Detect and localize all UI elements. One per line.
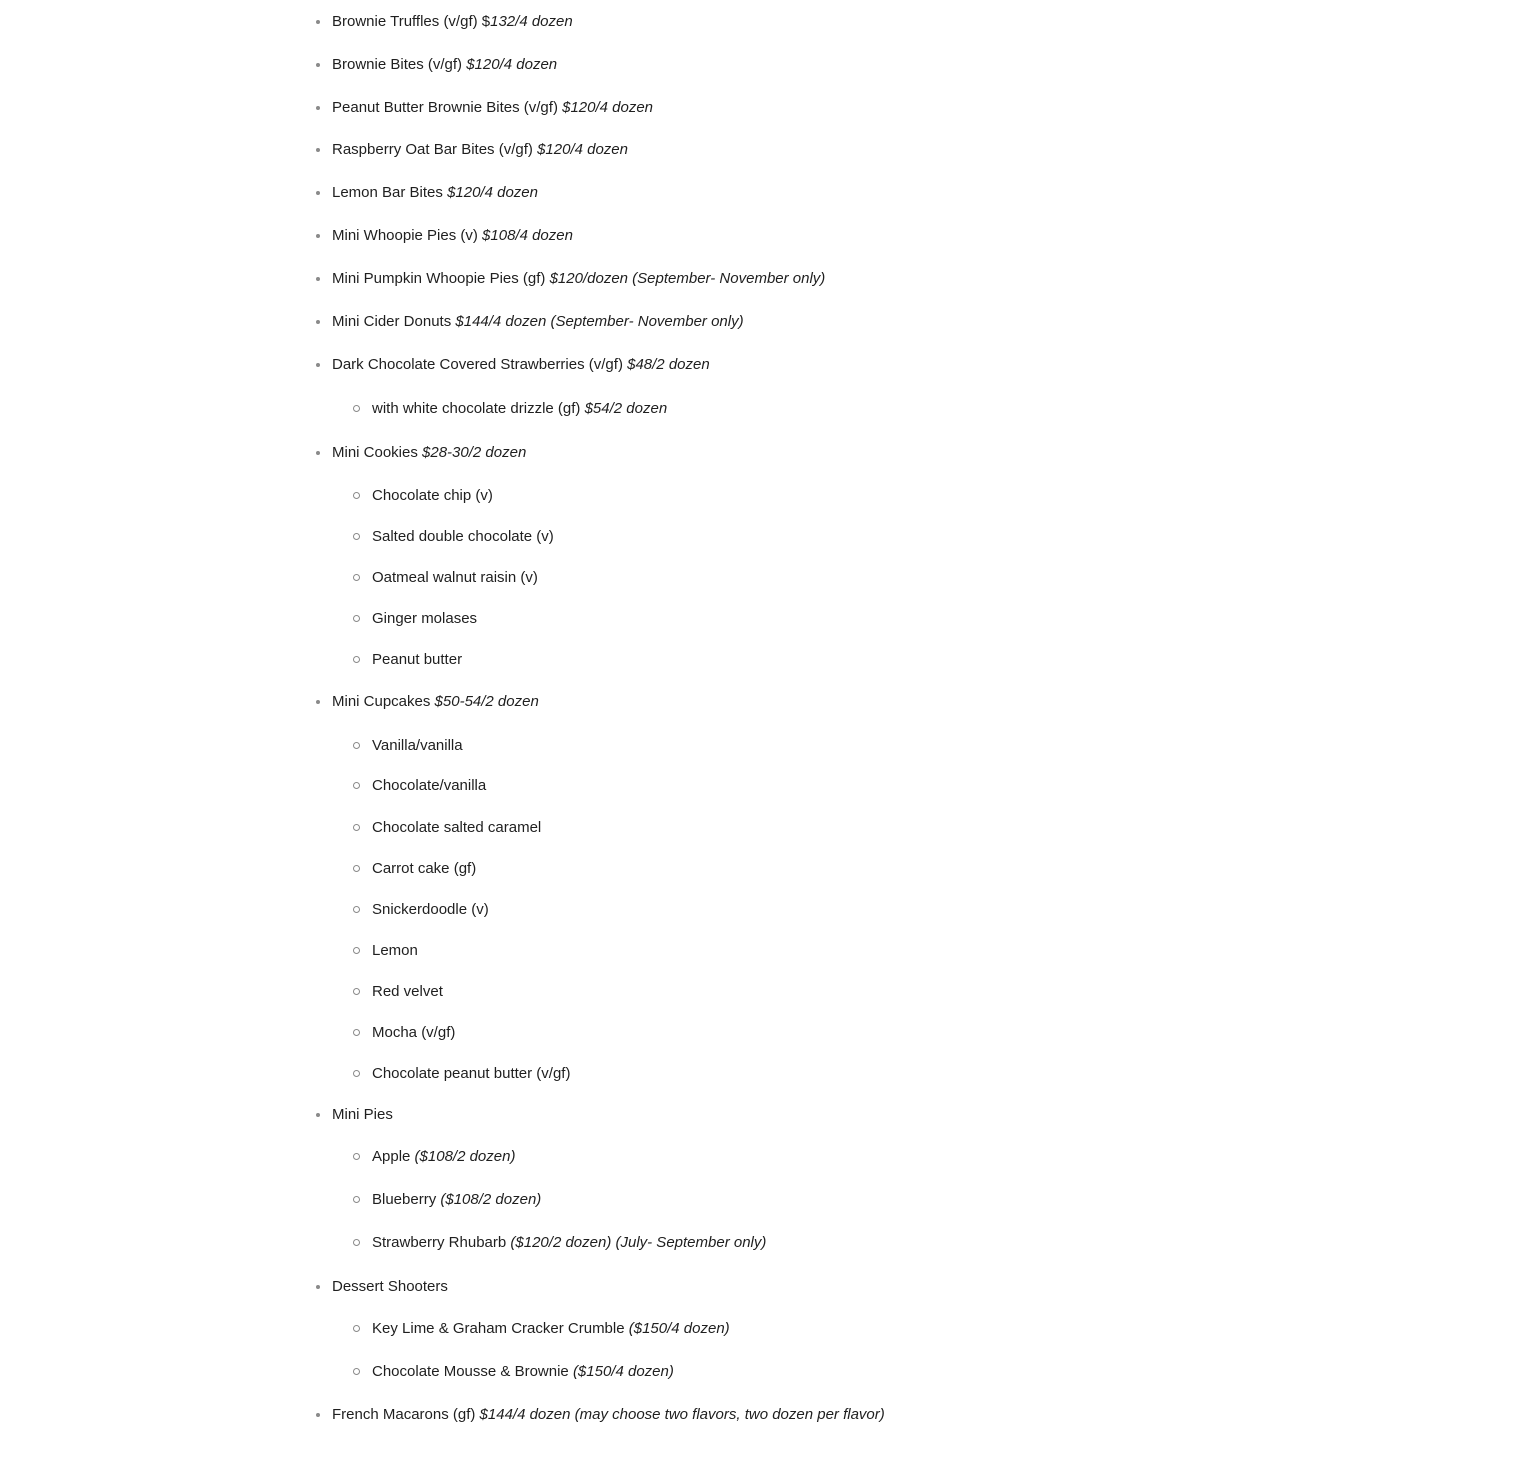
item-name: Chocolate Mousse & Brownie <box>372 1363 573 1380</box>
item-name: Mini Cider Donuts <box>332 313 456 330</box>
item-name: Carrot cake (gf) <box>372 860 477 877</box>
bullet-dot-icon <box>316 20 320 24</box>
item-price: ($150/4 dozen) <box>572 1363 674 1380</box>
item-name: Lemon Bar Bites <box>332 184 448 201</box>
item-name: French Macarons (gf) <box>332 1406 480 1423</box>
item-name: Raspberry Oat Bar Bites (v/gf) <box>332 141 538 158</box>
item-name: with white chocolate drizzle (gf) <box>372 400 585 417</box>
bullet-circle-icon <box>353 865 360 872</box>
bullet-dot-icon <box>316 451 320 455</box>
item-name: Brownie Bites (v/gf) <box>332 56 467 73</box>
item-price: $144/4 dozen (may choose two flavors, two dozen per flavor) <box>479 1406 885 1423</box>
item-price: $108/4 dozen <box>482 227 573 244</box>
bullet-circle-icon <box>353 782 360 789</box>
item-price: $144/4 dozen (September- November only) <box>455 313 744 330</box>
bullet-circle-icon <box>353 1029 360 1036</box>
item-name: Snickerdoodle (v) <box>372 901 489 918</box>
bullet-dot-icon <box>316 106 320 110</box>
bullet-circle-icon <box>353 906 360 913</box>
item-name: Chocolate chip (v) <box>372 487 493 504</box>
bullet-dot-icon <box>316 63 320 67</box>
bullet-circle-icon <box>353 574 360 581</box>
item-name: Apple <box>372 1148 415 1165</box>
item-name: Chocolate salted caramel <box>372 819 542 836</box>
item-price: $54/2 dozen <box>584 400 668 417</box>
item-price: $120/4 dozen <box>537 141 628 158</box>
item-name: Mini Whoopie Pies (v) <box>332 227 483 244</box>
bullet-circle-icon <box>353 1239 360 1246</box>
bullet-dot-icon <box>316 320 320 324</box>
item-name: Mini Cupcakes <box>332 693 435 710</box>
bullet-dot-icon <box>316 191 320 195</box>
bullet-circle-icon <box>353 1153 360 1160</box>
item-price: ($150/4 dozen) <box>628 1320 730 1337</box>
item-name: Blueberry <box>372 1191 441 1208</box>
bullet-circle-icon <box>353 1368 360 1375</box>
item-name: Brownie Truffles (v/gf) $ <box>332 13 491 30</box>
item-name: Chocolate/vanilla <box>372 777 487 794</box>
item-name: Chocolate peanut butter (v/gf) <box>372 1065 571 1082</box>
bullet-dot-icon <box>316 234 320 238</box>
item-name: Dark Chocolate Covered Strawberries (v/gf) <box>332 356 628 373</box>
bullet-circle-icon <box>353 1196 360 1203</box>
item-name: Key Lime & Graham Cracker Crumble <box>372 1320 629 1337</box>
bullet-dot-icon <box>316 277 320 281</box>
bullet-circle-icon <box>353 492 360 499</box>
bullet-dot-icon <box>316 1413 320 1417</box>
item-name: Oatmeal walnut raisin (v) <box>372 569 538 586</box>
bullet-dot-icon <box>316 148 320 152</box>
item-price: ($108/2 dozen) <box>414 1148 516 1165</box>
item-price: $120/4 dozen <box>447 184 538 201</box>
bullet-circle-icon <box>353 405 360 412</box>
bullet-dot-icon <box>316 1285 320 1289</box>
item-name: Red velvet <box>372 983 443 1000</box>
item-price: $50-54/2 dozen <box>434 693 539 710</box>
item-name: Mini Cookies <box>332 444 423 461</box>
item-price: ($108/2 dozen) <box>440 1191 542 1208</box>
bullet-circle-icon <box>353 988 360 995</box>
item-price: $120/4 dozen <box>562 99 654 116</box>
bullet-circle-icon <box>353 656 360 663</box>
item-price: $28-30/2 dozen <box>422 444 527 461</box>
item-name: Ginger molases <box>372 610 478 627</box>
item-price: 132/4 dozen <box>490 13 573 30</box>
bullet-dot-icon <box>316 363 320 367</box>
bullet-dot-icon <box>316 1113 320 1117</box>
bullet-circle-icon <box>353 1325 360 1332</box>
item-name: Strawberry Rhubarb <box>372 1234 511 1251</box>
item-name: Peanut Butter Brownie Bites (v/gf) <box>332 99 563 116</box>
item-price: $48/2 dozen <box>627 356 710 373</box>
item-price: $120/4 dozen <box>466 56 558 73</box>
item-name: Vanilla/vanilla <box>372 737 463 754</box>
item-name: Dessert Shooters <box>332 1278 448 1295</box>
item-name: Mini Pies <box>332 1106 393 1123</box>
item-price: ($120/2 dozen) (July- September only) <box>510 1234 767 1251</box>
bullet-dot-icon <box>316 700 320 704</box>
item-name: Mini Pumpkin Whoopie Pies (gf) <box>332 270 550 287</box>
item-name: Peanut butter <box>372 651 463 668</box>
bullet-circle-icon <box>353 615 360 622</box>
bullet-circle-icon <box>353 947 360 954</box>
bullet-circle-icon <box>353 824 360 831</box>
bullet-circle-icon <box>353 1070 360 1077</box>
item-price: $120/dozen (September- November only) <box>549 270 826 287</box>
bullet-circle-icon <box>353 742 360 749</box>
item-name: Salted double chocolate (v) <box>372 528 554 545</box>
item-name: Lemon <box>372 942 418 959</box>
bullet-circle-icon <box>353 533 360 540</box>
item-name: Mocha (v/gf) <box>372 1024 456 1041</box>
